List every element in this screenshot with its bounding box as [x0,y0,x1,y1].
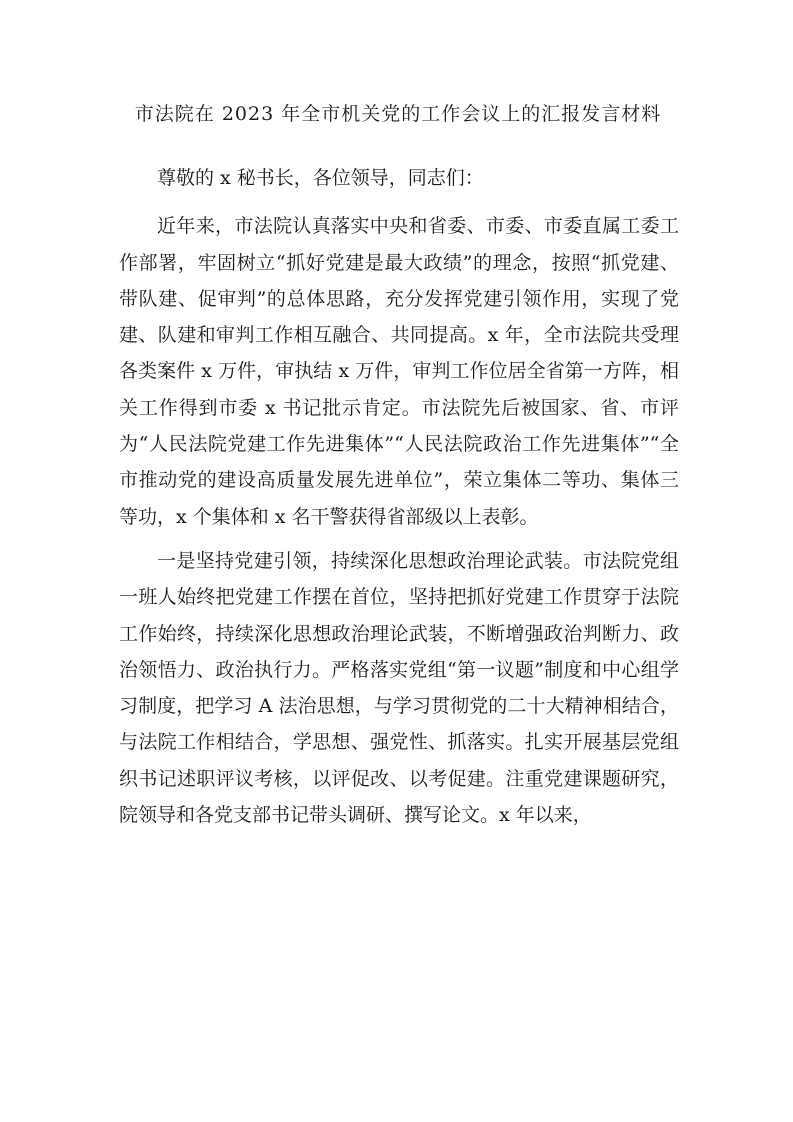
document-title: 市法院在 2023 年全市机关党的工作会议上的汇报发言材料 [134,103,662,125]
intro-paragraph: 近年来，市法院认真落实中央和省委、市委、市委直属工委工作部署，牢固树立“抓好党建是最大政绩”的理念，按照“抓党建、带队建、促审判”的总体思路，充分发挥党建引领作用，实现了党建、队建和审判工作相互融合、共同提高。x 年，全市法院共受理各类案件 x 万件，审执结 x 万件，审判工作位居全省第一方阵，相关工作得到市委 x 书记批示肯定。市法院先后被国家、省、市评为“人民法院党建工作先进集体”“人民法院政治工作先进集体”“全市推动党的建设高质量发展先进单位”，荣立集体二等功、集体三等功，x 个集体和 x 名干警获得省部级以上表彰。 [119,215,679,528]
section-one-paragraph: 一是坚持党建引领，持续深化思想政治理论武装。市法院党组一班人始终把党建工作摆在首位，坚持把抓好党建工作贯穿于法院工作始终，持续深化思想政治理论武装，不断增强政治判断力、政治领悟力、政治执行力。严格落实党组“第一议题”制度和中心组学习制度，把学习 A 法治思想，与学习贯彻党的二十大精神相结合，与法院工作相结合，学思想、强党性、抓落实。扎实开展基层党组织书记述职评议考核，以评促改、以考促建。注重党建课题研究，院领导和各党支部书记带头调研、撰写论文。x 年以来， [119,549,679,827]
salutation-paragraph: 尊敬的 x 秘书长，各位领导，同志们： [157,167,484,189]
document-body [119,160,679,841]
